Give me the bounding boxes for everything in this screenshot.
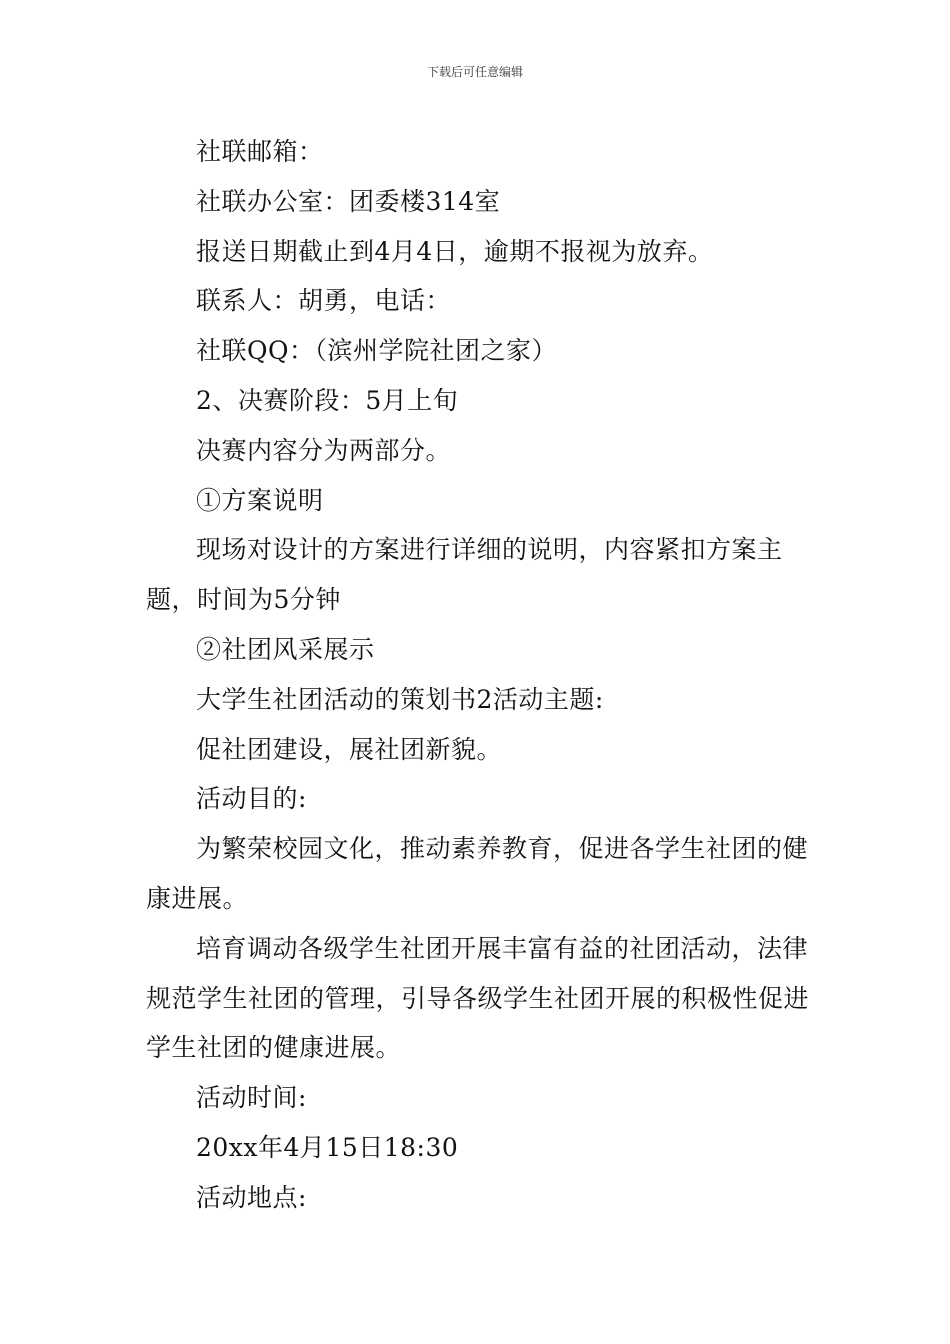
document-body (146, 127, 810, 1223)
paragraph-plan-explanation: ①方案说明 (196, 485, 324, 515)
paragraph-final-content: 决赛内容分为两部分。 (196, 435, 452, 465)
paragraph-qq: 社联QQ：（滨州学院社团之家） (196, 336, 557, 366)
paragraph-final-stage: 2、决赛阶段：5月上旬 (196, 385, 459, 415)
paragraph-plan-detail: 现场对设计的方案进行详细的说明，内容紧扣方案主题，时间为5分钟 (146, 535, 783, 615)
paragraph-email: 社联邮箱： (196, 137, 324, 166)
paragraph-activity-theme: 大学生社团活动的策划书2活动主题: (196, 684, 604, 714)
paragraph-club-showcase: ②社团风采展示 (196, 634, 375, 664)
paragraph-purpose-1: 为繁荣校园文化，推动素养教育，促进各学生社团的健康进展。 (146, 834, 809, 913)
paragraph-contact: 联系人：胡勇，电话： (196, 286, 452, 316)
paragraph-activity-location: 活动地点: (196, 1182, 307, 1212)
page-header: 下载后可任意编辑 (426, 65, 523, 79)
paragraph-time-value: 20xx年4月15日18:30 (196, 1132, 459, 1162)
paragraph-theme-content: 促社团建设，展社团新貌。 (196, 734, 503, 764)
paragraph-deadline: 报送日期截止到4月4日，逾期不报视为放弃。 (196, 236, 714, 266)
paragraph-office: 社联办公室：团委楼314室 (196, 186, 501, 216)
paragraph-purpose-2: 培育调动各级学生社团开展丰富有益的社团活动，法律规范学生社团的管理，引导各级学生社团开展的积极性促进学生社团的健康进展。 (146, 933, 810, 1063)
paragraph-activity-time: 活动时间: (196, 1083, 307, 1113)
paragraph-activity-purpose: 活动目的: (196, 784, 307, 814)
